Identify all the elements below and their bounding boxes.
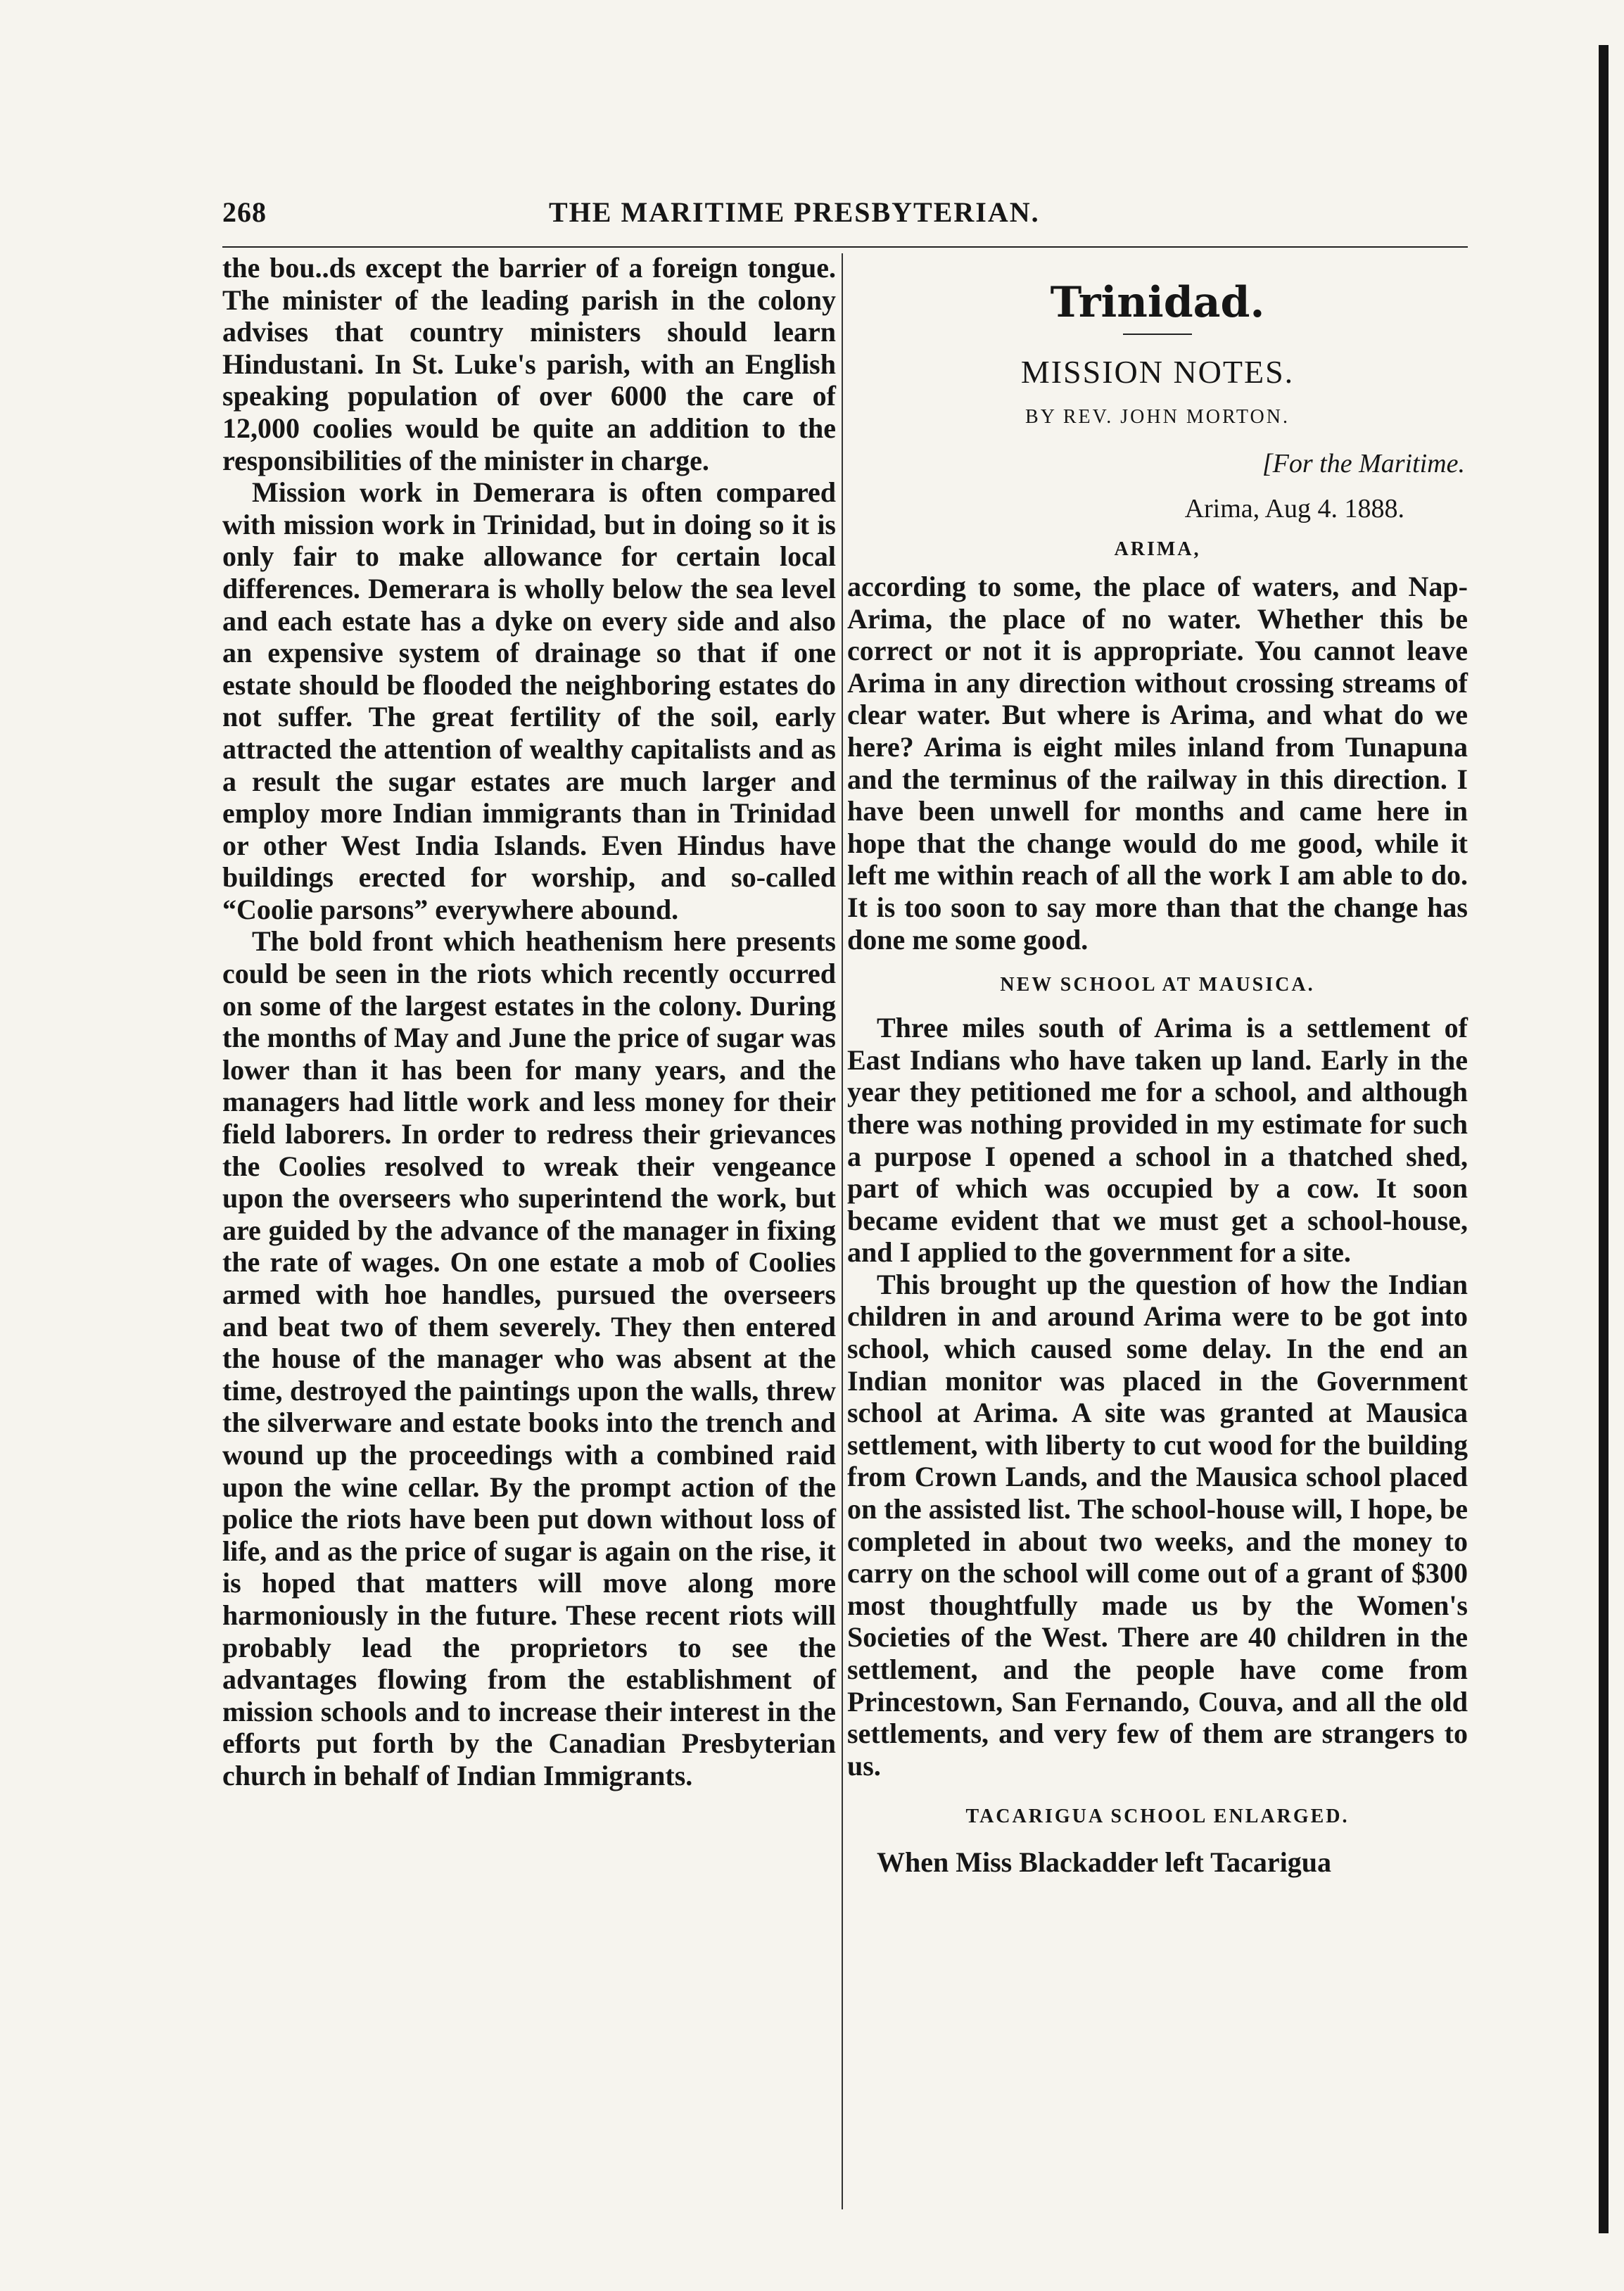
page-edge-bar — [1599, 45, 1609, 2233]
riots-paragraph: The bold front which heathenism here presents could be seen in the riots which recently occurred on some of the largest estates in the colony. During the months of May and June the price of sugar was lower than it has been for many years, and the managers had little work and less money for their field laborers. In order to redress their grievances the Coolies resolved to wreak their vengeance upon the overseers who superintend the work, but are guided by the advance of the manager in fixing the rate of wages. On one estate a mob of Coolies armed with hoe handles, pursued the overseers and beat two of them severely. They then entered the house of the manager who was absent at the time, destroyed the paintings upon the walls, threw the silverware and estate books into the trench and wound up the proceedings with a combined raid upon the wine cellar. By the prompt action of the police the riots have been put down without loss of life, and as the price of sugar is again on the rise, it is hoped that matters will move along more harmoniously in the future. These recent riots will probably lead the proprietors to see the advantages flowing from the establishment of mission schools and to increase their interest in the efforts put forth by the Canadian Presbyterian church in behalf of Indian Immigrants. — [222, 925, 836, 1791]
left-column — [222, 252, 836, 1792]
subhead-tacarigua-school: TACARIGUA SCHOOL ENLARGED. — [965, 1805, 1350, 1828]
header-rule — [222, 246, 1468, 248]
blackletter-title-text: Trinidad. — [1050, 278, 1265, 327]
author-byline: BY REV. JOHN MORTON. — [1025, 406, 1290, 428]
for-the-maritime-line: [For the Maritime. — [1262, 449, 1465, 478]
trinidad-section-title — [847, 276, 1468, 326]
mausica-paragraph-1: Three miles south of Arima is a settlement of East Indians who have taken up land. Early in the year they petitioned me for a school, and although there was nothing provided in my estimate for such a purpose I opened a school in a thatched shed, part of which was occupied by a cow. It soon became evident that we must get a school-house, and I applied to the government for a site. — [847, 1012, 1468, 1269]
demerara-paragraph: Mission work in Demerara is often compared with mission work in Trinidad, but in doing so it is only fair to make allowance for certain local differences. Demerara is wholly below the sea level and each estate has a dyke on every side and also an expensive system of drainage so that if one estate should be flooded the neighboring estates do not suffer. The great fertility of the soil, early attracted the attention of wealthy capitalists and as a result the sugar estates are much larger and employ more Indian immigrants than in Trinidad or other West India Islands. Even Hindus have buildings erected for worship, and so-called “Coolie parsons” everywhere abound. — [222, 476, 836, 925]
right-column — [847, 252, 1468, 1879]
mausica-paragraph-2: This brought up the question of how the Indian children in and around Arima were to be got into school, which caused some delay. In the end an Indian monitor was placed in the Government school at Arima. A site was granted at Mausica settlement, with liberty to cut wood for the building from Crown Lands, and the Mausica school placed on the assisted list. The school-house will, I hope, be completed in about two weeks, and the money to carry on the school will come out of a grant of $300 most thoughtfully made us by the Women's Societies of the West. There are 40 children in the settlement, and the people have come from Princestown, San Fernando, Couva, and all the old settlements, and very few of them are strangers to us. — [847, 1268, 1468, 1782]
blackletter-title-graphic — [1050, 276, 1265, 327]
column-divider — [842, 253, 843, 2209]
title-rule — [1123, 334, 1192, 335]
running-title: THE MARITIME PRESBYTERIAN. — [549, 196, 1040, 228]
arima-paragraph: according to some, the place of waters, and Nap-Arima, the place of no water. Whether this be correct or not it is appropriate. You cannot leave Arima in any direction without crossing streams of clear water. But where is Arima, and what do we here? Arima is eight miles inland from Tunapuna and the terminus of the railway in this direction. I have been unwell for months and came here in hope that the change would do me good, while it left me within reach of all the work I am able to do. It is too soon to say more than that the change has done me some good. — [847, 571, 1468, 956]
subhead-new-school-mausica: NEW SCHOOL AT MAUSICA. — [1000, 974, 1315, 996]
mission-notes-heading: MISSION NOTES. — [1020, 354, 1295, 390]
continued-paragraph: the bou..ds except the barrier of a foreign tongue. The minister of the leading parish in the colony advises that country ministers should learn Hindustani. In St. Luke's parish, with an English speaking population of over 6000 the care of 12,000 coolies would be quite an addition to the responsibilities of the minister in charge. — [222, 252, 836, 476]
subhead-arima: ARIMA, — [1114, 538, 1201, 560]
dateline: Arima, Aug 4. 1888. — [1184, 494, 1404, 523]
tacarigua-paragraph: When Miss Blackadder left Tacarigua — [877, 1846, 1331, 1879]
page-number: 268 — [222, 196, 267, 228]
